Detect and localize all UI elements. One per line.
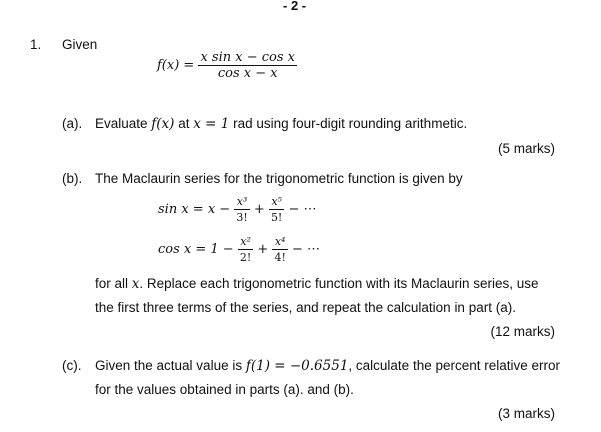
part-c-line-1-post: , calculate the percent relative error: [348, 358, 561, 373]
sin-lhs: sin x = x −: [158, 202, 231, 217]
part-b-label: (b).: [62, 171, 83, 186]
part-c-marks: (3 marks): [498, 406, 555, 421]
part-c-actual-value: f(1) = −0.6551: [245, 358, 349, 374]
cos-series: [158, 234, 320, 265]
sin-term-2-num: x⁵: [271, 195, 282, 208]
cos-term-1-den: 2!: [239, 251, 252, 264]
part-b-line-1-x: x: [131, 276, 140, 292]
function-denominator: cos x − x: [198, 65, 297, 81]
cos-plus: +: [257, 242, 269, 257]
part-a-marks: (5 marks): [498, 141, 555, 156]
function-fraction: [198, 50, 297, 81]
part-b-line-2: the first three terms of the series, and repeat the calculation in part (a).: [95, 300, 516, 315]
part-a-text: [95, 116, 467, 132]
cos-term-2-num: x⁴: [274, 235, 286, 248]
page-number: - 2 -: [283, 0, 307, 13]
function-numerator: x sin x − cos x: [200, 50, 295, 65]
part-c-line-1: [95, 358, 560, 374]
sin-term-1: [234, 194, 249, 225]
part-b-line-1: [95, 276, 539, 292]
sin-series: [158, 194, 317, 225]
part-b-marks: (12 marks): [490, 324, 555, 339]
question-number: 1.: [30, 37, 42, 52]
part-c-line-2: for the values obtained in parts (a). and (b).: [95, 382, 354, 397]
cos-term-1: [238, 234, 253, 265]
part-a-text-mid: at: [174, 116, 194, 131]
part-a-fx: f(x): [151, 116, 175, 132]
cos-tail: − ⋯: [292, 242, 321, 257]
cos-term-2: [272, 234, 287, 265]
part-b-line-1-pre: for all: [95, 276, 132, 291]
part-a-x-eq-1: x = 1: [193, 116, 230, 132]
cos-term-2-den: 4!: [274, 251, 286, 264]
function-lhs: f(x) =: [157, 58, 195, 73]
part-b-text: The Maclaurin series for the trigonometric function is given by: [95, 171, 463, 186]
part-a-label: (a).: [62, 116, 83, 131]
sin-term-2-den: 5!: [270, 211, 283, 224]
sin-term-1-num: x³: [236, 195, 248, 208]
cos-lhs: cos x = 1 −: [158, 242, 234, 257]
cos-term-1-num: x²: [240, 235, 251, 248]
part-c-line-1-pre: Given the actual value is: [95, 358, 246, 373]
question-intro: Given: [62, 37, 98, 52]
part-b-line-1-post: . Replace each trigonometric function with its Maclaurin series, use: [139, 276, 539, 291]
part-c-label: (c).: [62, 358, 82, 373]
sin-term-1-den: 3!: [236, 211, 248, 224]
sin-plus: +: [253, 202, 265, 217]
function-definition: [157, 50, 297, 81]
part-a-text-post: rad using four-digit rounding arithmetic.: [229, 116, 468, 131]
sin-tail: − ⋯: [288, 202, 317, 217]
part-a-text-pre: Evaluate: [95, 116, 152, 131]
sin-term-2: [269, 194, 284, 225]
